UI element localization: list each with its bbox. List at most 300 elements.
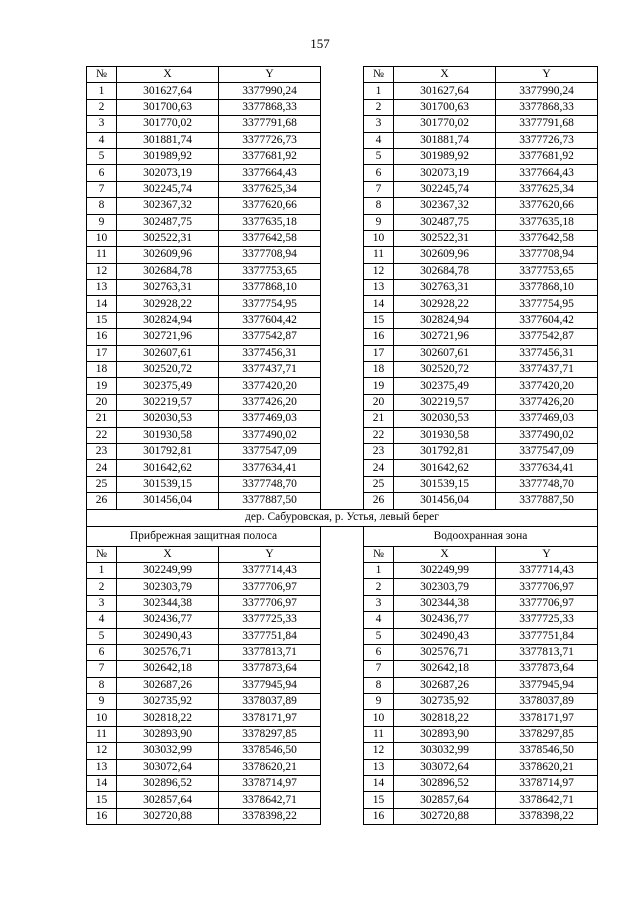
left-x-cell: 302896,52 (117, 776, 219, 792)
right-y-cell: 3378297,85 (496, 726, 598, 742)
table-row (87, 743, 598, 759)
right-num-cell: 6 (364, 165, 394, 181)
right-num-cell: 18 (364, 362, 394, 378)
left-x-cell: 302303,79 (117, 579, 219, 595)
left-x-cell: 302818,22 (117, 710, 219, 726)
table-row (87, 362, 598, 378)
right-y-cell: 3377542,87 (496, 329, 598, 345)
right-x-cell: 302857,64 (394, 792, 496, 808)
right-x-cell: 303072,64 (394, 759, 496, 775)
left-y-cell: 3377748,70 (219, 476, 321, 492)
table-row (87, 116, 598, 132)
gap-cell (321, 562, 364, 578)
right-num-cell: 11 (364, 247, 394, 263)
left-y-cell: 3377547,09 (219, 443, 321, 459)
right-x-cell: 302642,18 (394, 661, 496, 677)
gap-cell (321, 460, 364, 476)
right-x-cell: 302720,88 (394, 808, 496, 824)
table-row (87, 792, 598, 808)
gap-cell (321, 644, 364, 660)
table-row (87, 493, 598, 509)
gap-cell (321, 595, 364, 611)
left-y-cell: 3378620,21 (219, 759, 321, 775)
right-num-cell: 12 (364, 263, 394, 279)
left-num-cell: 21 (87, 411, 117, 427)
table-row (87, 312, 598, 328)
right-y-cell: 3377990,24 (496, 83, 598, 99)
right-num-cell: 1 (364, 562, 394, 578)
right-x-cell: 302721,96 (394, 329, 496, 345)
left-y-cell: 3377751,84 (219, 628, 321, 644)
table-row (87, 411, 598, 427)
right-num-cell: 10 (364, 710, 394, 726)
left-num-cell: 3 (87, 116, 117, 132)
right-y-cell: 3377708,94 (496, 247, 598, 263)
left-y-cell: 3378297,85 (219, 726, 321, 742)
table-row (87, 99, 598, 115)
left-num-cell: 14 (87, 296, 117, 312)
left-num-cell: 13 (87, 280, 117, 296)
right-x-cell: 302607,61 (394, 345, 496, 361)
right-y-cell: 3377791,68 (496, 116, 598, 132)
gap-cell (321, 148, 364, 164)
left-y-cell: 3377726,73 (219, 132, 321, 148)
table-row (87, 394, 598, 410)
left-y-cell: 3377664,43 (219, 165, 321, 181)
left-num-cell: 12 (87, 743, 117, 759)
left-y-cell: 3377945,94 (219, 677, 321, 693)
right-y-cell: 3377642,58 (496, 230, 598, 246)
left-x-cell: 302642,18 (117, 661, 219, 677)
table-row (87, 165, 598, 181)
left-num-cell: 26 (87, 493, 117, 509)
left-num-cell: 18 (87, 362, 117, 378)
right-num-cell: 4 (364, 132, 394, 148)
left-y-cell: 3377604,42 (219, 312, 321, 328)
table-row (87, 181, 598, 197)
left-x-cell: 302720,88 (117, 808, 219, 824)
right-y-cell: 3377813,71 (496, 644, 598, 660)
header-num: № (87, 67, 117, 83)
left-x-cell: 302735,92 (117, 694, 219, 710)
right-y-cell: 3377490,02 (496, 427, 598, 443)
right-num-cell: 1 (364, 83, 394, 99)
right-y-cell: 3377469,03 (496, 411, 598, 427)
table-row (87, 710, 598, 726)
left-x-cell: 302824,94 (117, 312, 219, 328)
gap-cell (321, 181, 364, 197)
gap-cell (321, 247, 364, 263)
left-y-cell: 3377714,43 (219, 562, 321, 578)
left-y-cell: 3378398,22 (219, 808, 321, 824)
left-num-cell: 5 (87, 148, 117, 164)
right-x-cell: 302763,31 (394, 280, 496, 296)
table-row (87, 628, 598, 644)
left-num-cell: 15 (87, 312, 117, 328)
left-num-cell: 20 (87, 394, 117, 410)
left-num-cell: 3 (87, 595, 117, 611)
left-x-cell: 301881,74 (117, 132, 219, 148)
right-num-cell: 9 (364, 214, 394, 230)
right-num-cell: 13 (364, 759, 394, 775)
left-x-cell: 302375,49 (117, 378, 219, 394)
right-x-cell: 302522,31 (394, 230, 496, 246)
coordinates-table (86, 66, 598, 825)
right-y-cell: 3377681,92 (496, 148, 598, 164)
header-row (87, 546, 598, 562)
left-x-cell: 301539,15 (117, 476, 219, 492)
left-num-cell: 13 (87, 759, 117, 775)
right-y-cell: 3377634,41 (496, 460, 598, 476)
left-num-cell: 19 (87, 378, 117, 394)
left-num-cell: 6 (87, 644, 117, 660)
left-x-cell: 302030,53 (117, 411, 219, 427)
right-x-cell: 302576,71 (394, 644, 496, 660)
right-x-cell: 302735,92 (394, 694, 496, 710)
right-x-cell: 303032,99 (394, 743, 496, 759)
left-x-cell: 302219,57 (117, 394, 219, 410)
left-x-cell: 302609,96 (117, 247, 219, 263)
right-x-cell: 301456,04 (394, 493, 496, 509)
right-num-cell: 7 (364, 181, 394, 197)
right-num-cell: 6 (364, 644, 394, 660)
right-num-cell: 8 (364, 677, 394, 693)
gap-cell (321, 726, 364, 742)
gap-cell (321, 378, 364, 394)
table-row (87, 247, 598, 263)
table-row (87, 808, 598, 824)
left-x-cell: 302763,31 (117, 280, 219, 296)
right-x-cell: 302490,43 (394, 628, 496, 644)
right-y-cell: 3377456,31 (496, 345, 598, 361)
right-y-cell: 3377753,65 (496, 263, 598, 279)
left-x-cell: 302367,32 (117, 198, 219, 214)
left-y-cell: 3377426,20 (219, 394, 321, 410)
table-row (87, 198, 598, 214)
right-num-cell: 5 (364, 148, 394, 164)
left-y-cell: 3377542,87 (219, 329, 321, 345)
left-y-cell: 3377437,71 (219, 362, 321, 378)
header-x: X (117, 67, 219, 83)
gap-cell (321, 263, 364, 279)
right-num-cell: 24 (364, 460, 394, 476)
right-y-cell: 3377868,33 (496, 99, 598, 115)
right-num-cell: 11 (364, 726, 394, 742)
right-num-cell: 8 (364, 198, 394, 214)
left-x-cell: 302073,19 (117, 165, 219, 181)
left-y-cell: 3377990,24 (219, 83, 321, 99)
right-num-cell: 13 (364, 280, 394, 296)
left-x-cell: 302436,77 (117, 612, 219, 628)
right-num-cell: 10 (364, 230, 394, 246)
table-row (87, 759, 598, 775)
table-row (87, 296, 598, 312)
left-num-cell: 8 (87, 198, 117, 214)
right-num-cell: 23 (364, 443, 394, 459)
left-x-cell: 303072,64 (117, 759, 219, 775)
left-y-cell: 3377753,65 (219, 263, 321, 279)
gap-cell (321, 743, 364, 759)
left-x-cell: 302893,90 (117, 726, 219, 742)
gap-cell (321, 362, 364, 378)
right-x-cell: 301700,63 (394, 99, 496, 115)
right-num-cell: 20 (364, 394, 394, 410)
left-y-cell: 3377754,95 (219, 296, 321, 312)
left-x-cell: 302249,99 (117, 562, 219, 578)
right-num-cell: 15 (364, 792, 394, 808)
gap-cell (321, 411, 364, 427)
left-num-cell: 11 (87, 247, 117, 263)
gap-cell (321, 776, 364, 792)
gap-cell (321, 312, 364, 328)
right-x-cell: 302344,38 (394, 595, 496, 611)
right-y-cell: 3378642,71 (496, 792, 598, 808)
left-num-cell: 10 (87, 710, 117, 726)
header-x: X (394, 67, 496, 83)
right-y-cell: 3377625,34 (496, 181, 598, 197)
right-x-cell: 302687,26 (394, 677, 496, 693)
table-row (87, 427, 598, 443)
header-num: № (87, 546, 117, 562)
right-y-cell: 3377664,43 (496, 165, 598, 181)
right-y-cell: 3377426,20 (496, 394, 598, 410)
right-y-cell: 3377754,95 (496, 296, 598, 312)
right-x-cell: 301930,58 (394, 427, 496, 443)
left-y-cell: 3378037,89 (219, 694, 321, 710)
right-x-cell: 302367,32 (394, 198, 496, 214)
left-num-cell: 1 (87, 83, 117, 99)
gap-cell (321, 628, 364, 644)
table-row (87, 214, 598, 230)
left-num-cell: 8 (87, 677, 117, 693)
table-row (87, 345, 598, 361)
gap-cell (321, 280, 364, 296)
table-row (87, 661, 598, 677)
table-row (87, 776, 598, 792)
header-y: Y (219, 67, 321, 83)
right-y-cell: 3377868,10 (496, 280, 598, 296)
right-y-cell: 3377725,33 (496, 612, 598, 628)
gap-cell (321, 759, 364, 775)
header-row (87, 67, 598, 83)
left-x-cell: 302576,71 (117, 644, 219, 660)
right-x-cell: 302818,22 (394, 710, 496, 726)
gap-cell (321, 99, 364, 115)
right-y-cell: 3377751,84 (496, 628, 598, 644)
table-row (87, 329, 598, 345)
section-title-row (87, 509, 598, 526)
left-num-cell: 10 (87, 230, 117, 246)
left-num-cell: 1 (87, 562, 117, 578)
left-y-cell: 3377706,97 (219, 595, 321, 611)
left-num-cell: 9 (87, 214, 117, 230)
gap-cell (321, 493, 364, 509)
table-row (87, 677, 598, 693)
right-x-cell: 302896,52 (394, 776, 496, 792)
subtitle-row (87, 526, 598, 546)
right-num-cell: 3 (364, 116, 394, 132)
gap-cell (321, 214, 364, 230)
right-num-cell: 5 (364, 628, 394, 644)
right-num-cell: 16 (364, 808, 394, 824)
right-y-cell: 3378620,21 (496, 759, 598, 775)
header-y: Y (496, 546, 598, 562)
gap-cell (321, 443, 364, 459)
right-y-cell: 3377604,42 (496, 312, 598, 328)
right-y-cell: 3378398,22 (496, 808, 598, 824)
right-num-cell: 12 (364, 743, 394, 759)
gap-cell (321, 612, 364, 628)
right-y-cell: 3377547,09 (496, 443, 598, 459)
left-y-cell: 3377635,18 (219, 214, 321, 230)
right-x-cell: 302219,57 (394, 394, 496, 410)
right-x-cell: 301989,92 (394, 148, 496, 164)
right-x-cell: 302487,75 (394, 214, 496, 230)
left-x-cell: 301642,62 (117, 460, 219, 476)
left-num-cell: 2 (87, 99, 117, 115)
left-num-cell: 4 (87, 132, 117, 148)
table-row (87, 132, 598, 148)
left-y-cell: 3377420,20 (219, 378, 321, 394)
left-num-cell: 22 (87, 427, 117, 443)
right-x-cell: 301539,15 (394, 476, 496, 492)
header-x: X (117, 546, 219, 562)
left-subtitle: Прибрежная защитная полоса (87, 526, 321, 546)
left-num-cell: 24 (87, 460, 117, 476)
table-row (87, 263, 598, 279)
right-y-cell: 3377748,70 (496, 476, 598, 492)
right-y-cell: 3377945,94 (496, 677, 598, 693)
table-row (87, 694, 598, 710)
table-row (87, 595, 598, 611)
right-num-cell: 26 (364, 493, 394, 509)
left-y-cell: 3377868,10 (219, 280, 321, 296)
table-row (87, 443, 598, 459)
left-y-cell: 3377681,92 (219, 148, 321, 164)
left-y-cell: 3377708,94 (219, 247, 321, 263)
gap-cell (321, 808, 364, 824)
table-row (87, 378, 598, 394)
left-y-cell: 3377642,58 (219, 230, 321, 246)
right-num-cell: 15 (364, 312, 394, 328)
gap-cell (321, 329, 364, 345)
left-y-cell: 3378714,97 (219, 776, 321, 792)
right-x-cell: 302303,79 (394, 579, 496, 595)
header-y: Y (496, 67, 598, 83)
right-x-cell: 302520,72 (394, 362, 496, 378)
right-y-cell: 3378171,97 (496, 710, 598, 726)
right-num-cell: 22 (364, 427, 394, 443)
right-num-cell: 14 (364, 296, 394, 312)
gap-cell (321, 132, 364, 148)
left-num-cell: 25 (87, 476, 117, 492)
gap-cell (321, 792, 364, 808)
right-num-cell: 21 (364, 411, 394, 427)
left-x-cell: 301456,04 (117, 493, 219, 509)
left-x-cell: 301989,92 (117, 148, 219, 164)
left-y-cell: 3377887,50 (219, 493, 321, 509)
right-num-cell: 7 (364, 661, 394, 677)
right-x-cell: 301770,02 (394, 116, 496, 132)
left-y-cell: 3377868,33 (219, 99, 321, 115)
left-x-cell: 302520,72 (117, 362, 219, 378)
right-y-cell: 3377873,64 (496, 661, 598, 677)
left-num-cell: 9 (87, 694, 117, 710)
right-y-cell: 3377714,43 (496, 562, 598, 578)
table-row (87, 460, 598, 476)
left-x-cell: 302607,61 (117, 345, 219, 361)
left-num-cell: 7 (87, 661, 117, 677)
left-y-cell: 3377725,33 (219, 612, 321, 628)
right-x-cell: 302609,96 (394, 247, 496, 263)
left-y-cell: 3377791,68 (219, 116, 321, 132)
right-y-cell: 3377635,18 (496, 214, 598, 230)
gap-cell (321, 116, 364, 132)
gap-cell (321, 345, 364, 361)
left-num-cell: 5 (87, 628, 117, 644)
right-num-cell: 14 (364, 776, 394, 792)
gap-cell (321, 476, 364, 492)
right-y-cell: 3377620,66 (496, 198, 598, 214)
header-y: Y (219, 546, 321, 562)
right-y-cell: 3377726,73 (496, 132, 598, 148)
right-x-cell: 302375,49 (394, 378, 496, 394)
left-y-cell: 3378546,50 (219, 743, 321, 759)
left-num-cell: 17 (87, 345, 117, 361)
right-num-cell: 2 (364, 579, 394, 595)
right-num-cell: 17 (364, 345, 394, 361)
header-x: X (394, 546, 496, 562)
left-num-cell: 16 (87, 329, 117, 345)
gap-cell (321, 83, 364, 99)
left-num-cell: 11 (87, 726, 117, 742)
left-num-cell: 23 (87, 443, 117, 459)
left-x-cell: 302487,75 (117, 214, 219, 230)
table-row (87, 726, 598, 742)
table-row (87, 579, 598, 595)
gap-cell (321, 661, 364, 677)
left-num-cell: 16 (87, 808, 117, 824)
table-row (87, 148, 598, 164)
left-x-cell: 302490,43 (117, 628, 219, 644)
right-x-cell: 301881,74 (394, 132, 496, 148)
right-y-cell: 3378546,50 (496, 743, 598, 759)
gap-cell (321, 677, 364, 693)
table-row (87, 612, 598, 628)
right-x-cell: 301792,81 (394, 443, 496, 459)
right-x-cell: 302684,78 (394, 263, 496, 279)
gap-cell (321, 546, 364, 562)
section-title: дер. Сабуровская, р. Устья, левый берег (87, 509, 598, 526)
gap-cell (321, 710, 364, 726)
right-num-cell: 4 (364, 612, 394, 628)
table-row (87, 230, 598, 246)
table-row (87, 644, 598, 660)
right-y-cell: 3377420,20 (496, 378, 598, 394)
right-x-cell: 302245,74 (394, 181, 496, 197)
left-y-cell: 3377813,71 (219, 644, 321, 660)
right-y-cell: 3377437,71 (496, 362, 598, 378)
table-row (87, 83, 598, 99)
right-y-cell: 3378037,89 (496, 694, 598, 710)
page-number: 157 (310, 36, 330, 51)
gap-cell (321, 296, 364, 312)
right-x-cell: 302073,19 (394, 165, 496, 181)
left-x-cell: 301627,64 (117, 83, 219, 99)
left-x-cell: 302344,38 (117, 595, 219, 611)
gap-cell (321, 694, 364, 710)
left-num-cell: 7 (87, 181, 117, 197)
